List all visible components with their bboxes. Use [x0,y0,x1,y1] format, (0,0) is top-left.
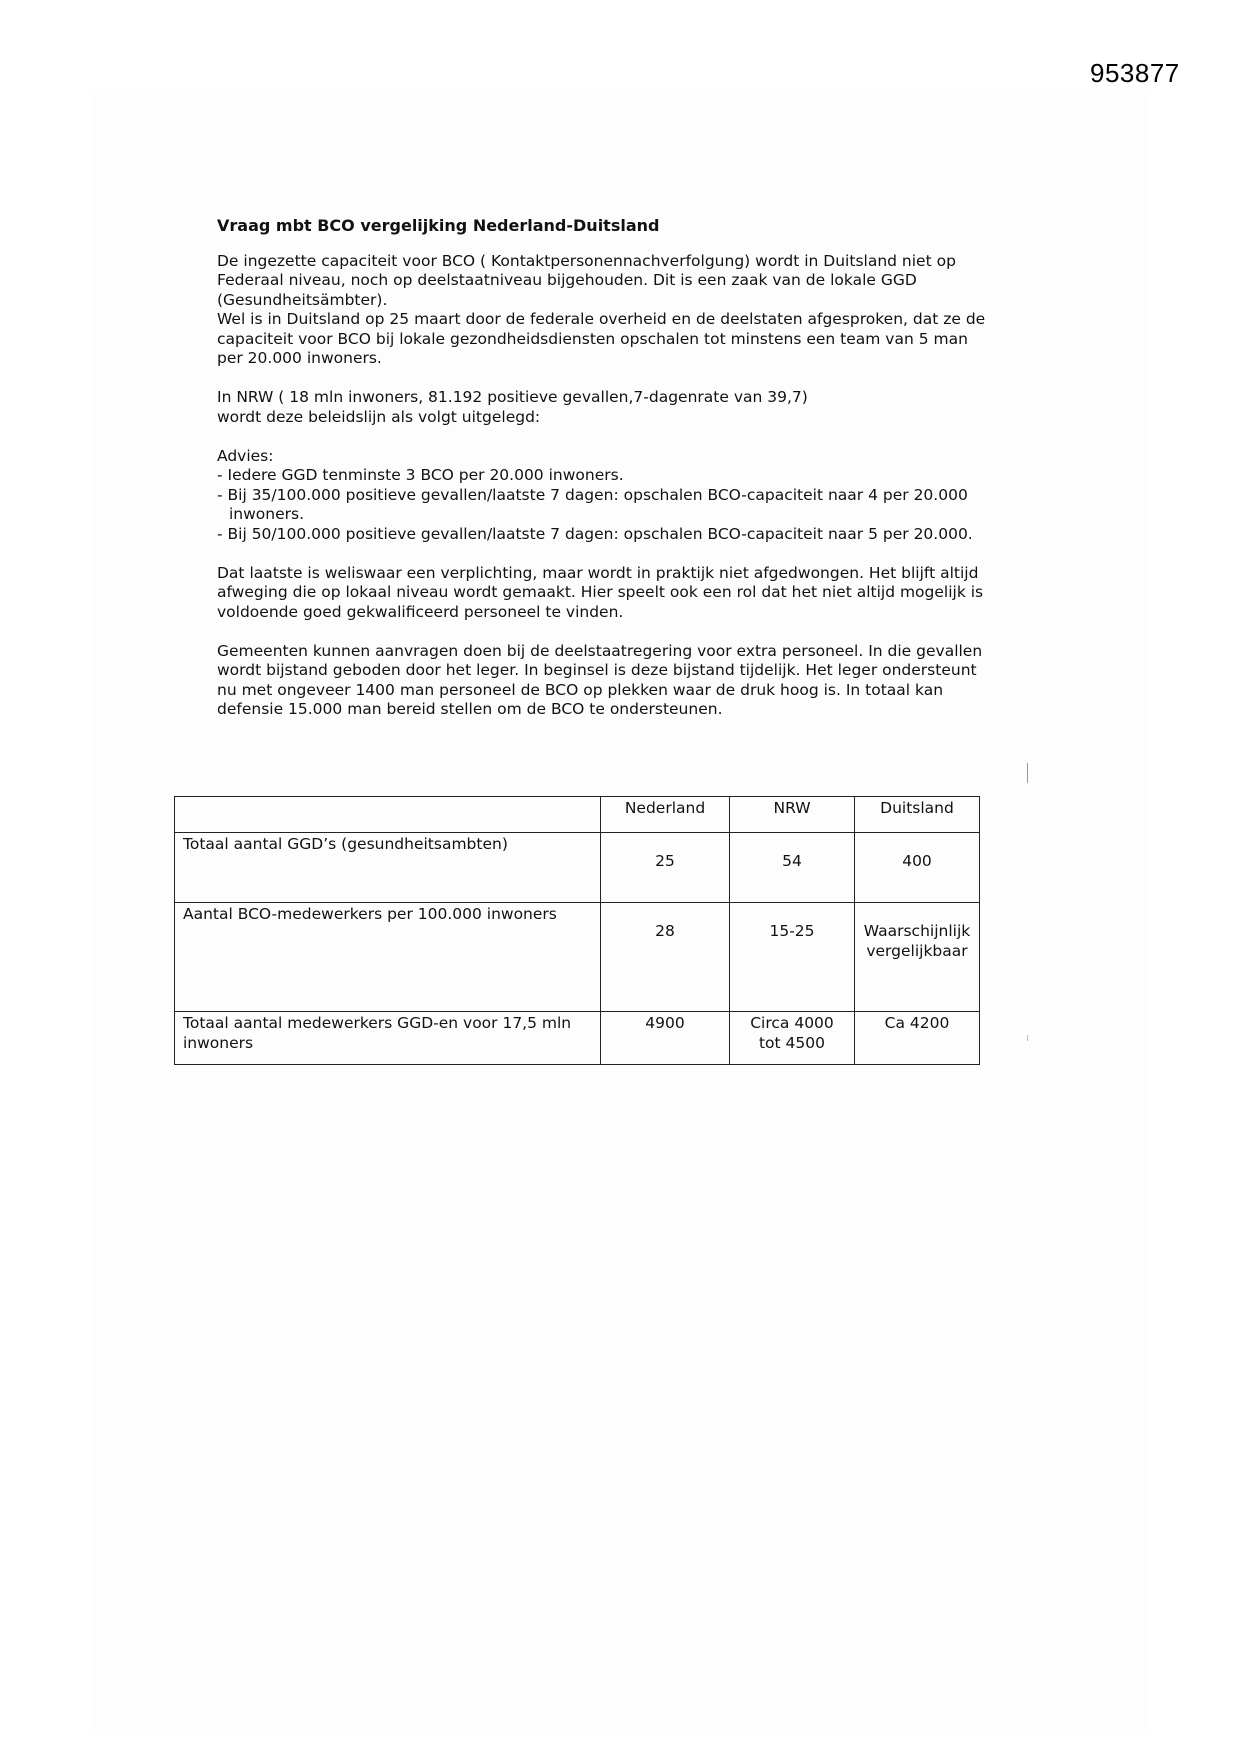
text-line: Federaal niveau, noch op deelstaatniveau bijgehouden. Dit is een zaak van de lokale GGD [217,271,917,289]
advice-heading: Advies: [217,446,274,465]
paragraph-bco-capacity [217,252,1037,369]
paragraph-nrw [217,388,1037,427]
row-label-cell: Totaal aantal GGD’s (gesundheitsambten) [175,833,601,903]
table-header-cell: NRW [730,797,855,833]
text-line: capaciteit voor BCO bij lokale gezondheidsdiensten opschalen tot minstens een team van 5 man [217,329,968,348]
text-line: De ingezette capaciteit voor BCO ( Kontaktpersonennachverfolgung) wordt in Duitsland niet op [217,251,956,270]
text-line: per 20.000 inwoners. [217,349,382,367]
text-line: defensie 15.000 man bereid stellen om de BCO te ondersteunen. [217,700,723,718]
text-line: wordt bijstand geboden door het leger. In beginsel is deze bijstand tijdelijk. Het leger ondersteunt [217,661,977,679]
advice-item: - Bij 50/100.000 positieve gevallen/laatste 7 dagen: opschalen BCO-capaciteit naar 5 per 20.000. [217,524,973,543]
text-line: nu met ongeveer 1400 man personeel de BCO op plekken waar de druk hoog is. In totaal kan [217,680,944,699]
text-line: Dat laatste is weliswaar een verplichting, maar wordt in praktijk niet afgedwongen. Het blijft altijd [217,563,979,582]
paragraph-army-support [217,642,1037,720]
table-header-cell: Nederland [601,797,730,833]
text-line: In NRW ( 18 mln inwoners, 81.192 positieve gevallen,7-dagenrate van 39,7) [217,388,808,406]
table-cell: 15-25 [730,903,855,1012]
table-cell: 54 [730,833,855,903]
document-body [217,216,1037,739]
table-header-cell: Duitsland [855,797,980,833]
text-cursor-mark [1027,763,1028,783]
text-line: voldoende goed gekwalificeerd personeel te vinden. [217,602,624,621]
text-line: Wel is in Duitsland op 25 maart door de federale overheid en de deelstaten afgesproken, dat ze de [217,310,986,328]
table-cell: 28 [601,903,730,1012]
table-header-cell [175,797,601,833]
text-line: afweging die op lokaal niveau wordt gemaakt. Hier speelt ook een rol dat het niet altijd mogelijk is [217,583,984,601]
text-line: Gemeenten kunnen aanvragen doen bij de deelstaatregering voor extra personeel. In die gevallen [217,641,983,660]
table-cell: Circa 4000 tot 4500 [730,1012,855,1065]
row-label-cell: Aantal BCO-medewerkers per 100.000 inwoners [175,903,601,1012]
advice-item: - Iedere GGD tenminste 3 BCO per 20.000 inwoners. [217,466,624,484]
advice-item: - Bij 35/100.000 positieve gevallen/laatste 7 dagen: opschalen BCO-capaciteit naar 4 per 20.000 inwoners. [217,485,968,523]
text-cursor-mark [1027,1035,1028,1041]
advice-block [217,447,1037,545]
table-row [175,903,980,1012]
row-label-cell: Totaal aantal medewerkers GGD-en voor 17,5 mln inwoners [175,1012,601,1065]
comparison-table [174,796,980,1065]
table-row [175,833,980,903]
text-line: wordt deze beleidslijn als volgt uitgelegd: [217,407,541,426]
paragraph-obligation [217,564,1037,623]
table-cell: Ca 4200 [855,1012,980,1065]
table-cell: 4900 [601,1012,730,1065]
text-line: (Gesundheitsämbter). [217,290,388,309]
table-row [175,1012,980,1065]
table-cell: Waarschijnlijk vergelijkbaar [855,903,980,1012]
table-cell: 400 [855,833,980,903]
document-title: Vraag mbt BCO vergelijking Nederland-Duitsland [217,216,660,235]
document-number: 953877 [1090,58,1180,88]
table-cell: 25 [601,833,730,903]
table-header-row [175,797,980,833]
